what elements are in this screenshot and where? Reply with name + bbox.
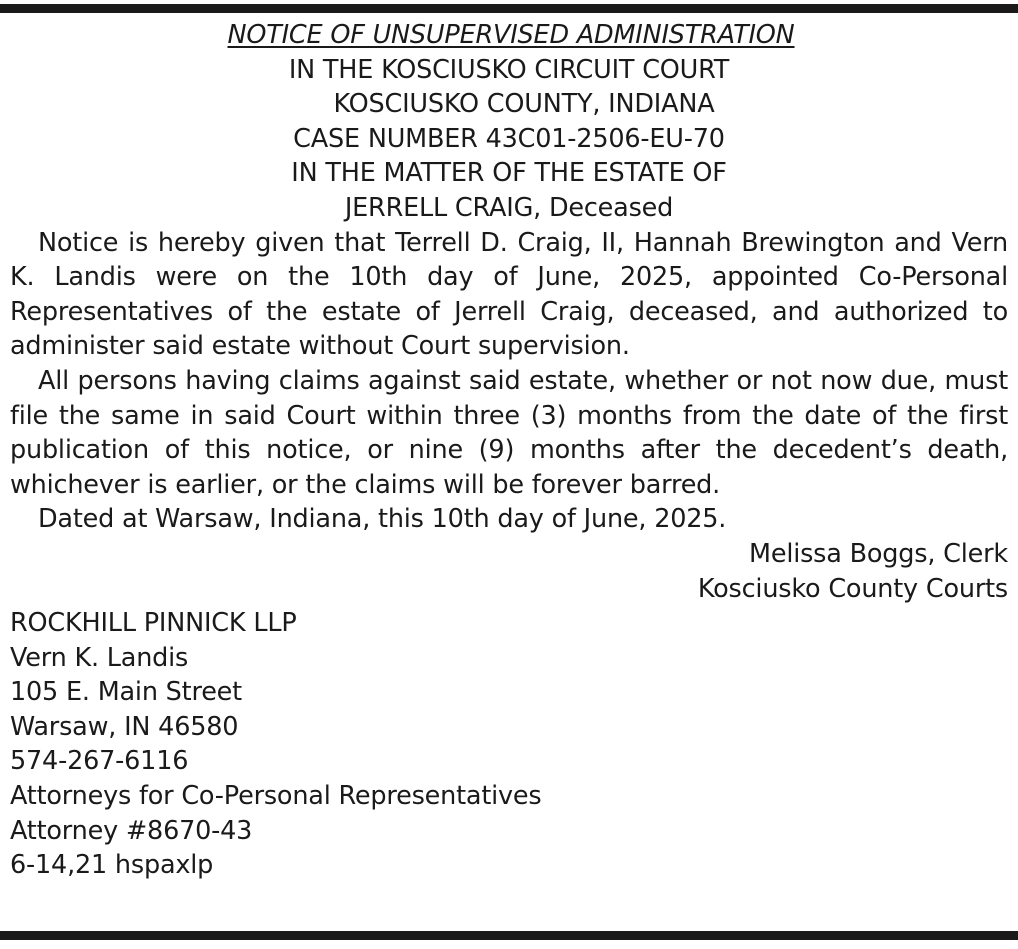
publication-code: 6-14,21 hspaxlp xyxy=(10,850,214,881)
street-address: 105 E. Main Street xyxy=(10,677,242,708)
bottom-rule xyxy=(0,931,1018,940)
clerk-name: Melissa Boggs, Clerk xyxy=(749,538,1008,569)
legal-notice xyxy=(10,18,1008,883)
top-rule xyxy=(0,4,1018,13)
matter-line: IN THE MATTER OF THE ESTATE OF xyxy=(291,158,727,189)
court-name: IN THE KOSCIUSKO CIRCUIT COURT xyxy=(288,54,730,85)
city-state-zip: Warsaw, IN 46580 xyxy=(10,711,239,742)
attorney-name: Vern K. Landis xyxy=(10,642,189,673)
phone-number: 574-267-6116 xyxy=(10,746,189,777)
appointment-text: Notice is hereby given that Terrell D. Craig, II, Hannah Brewington and Vern K. Landis were on the 10th day of June, 2025, appointed Co-Personal Representatives of the estate of Jerrell Craig, deceased, and authorized to administer said estate without Court supervision. xyxy=(10,227,1008,362)
appointment-paragraph xyxy=(10,226,1008,364)
attorney-number: Attorney #8670-43 xyxy=(10,815,253,846)
firm-name: ROCKHILL PINNICK LLP xyxy=(10,608,297,639)
claims-paragraph xyxy=(10,364,1008,502)
county-name: KOSCIUSKO COUNTY, INDIANA xyxy=(333,89,715,120)
attorney-role: Attorneys for Co-Personal Representatives xyxy=(10,781,542,812)
dated-line: Dated at Warsaw, Indiana, this 10th day of June, 2025. xyxy=(38,504,727,535)
decedent-name: JERRELL CRAIG, Deceased xyxy=(344,192,674,223)
clerk-office: Kosciusko County Courts xyxy=(697,573,1008,604)
notice-title: NOTICE OF UNSUPERVISED ADMINISTRATION xyxy=(227,20,795,50)
claims-text: All persons having claims against said estate, whether or not now due, must file the same in said Court within three (3) months from the date of the first publication of this notice, or nine (9) months after the decedent’s death, whichever is earlier, or the claims will be forever barred. xyxy=(10,365,1008,500)
case-number: CASE NUMBER 43C01-2506-EU-70 xyxy=(293,123,725,154)
